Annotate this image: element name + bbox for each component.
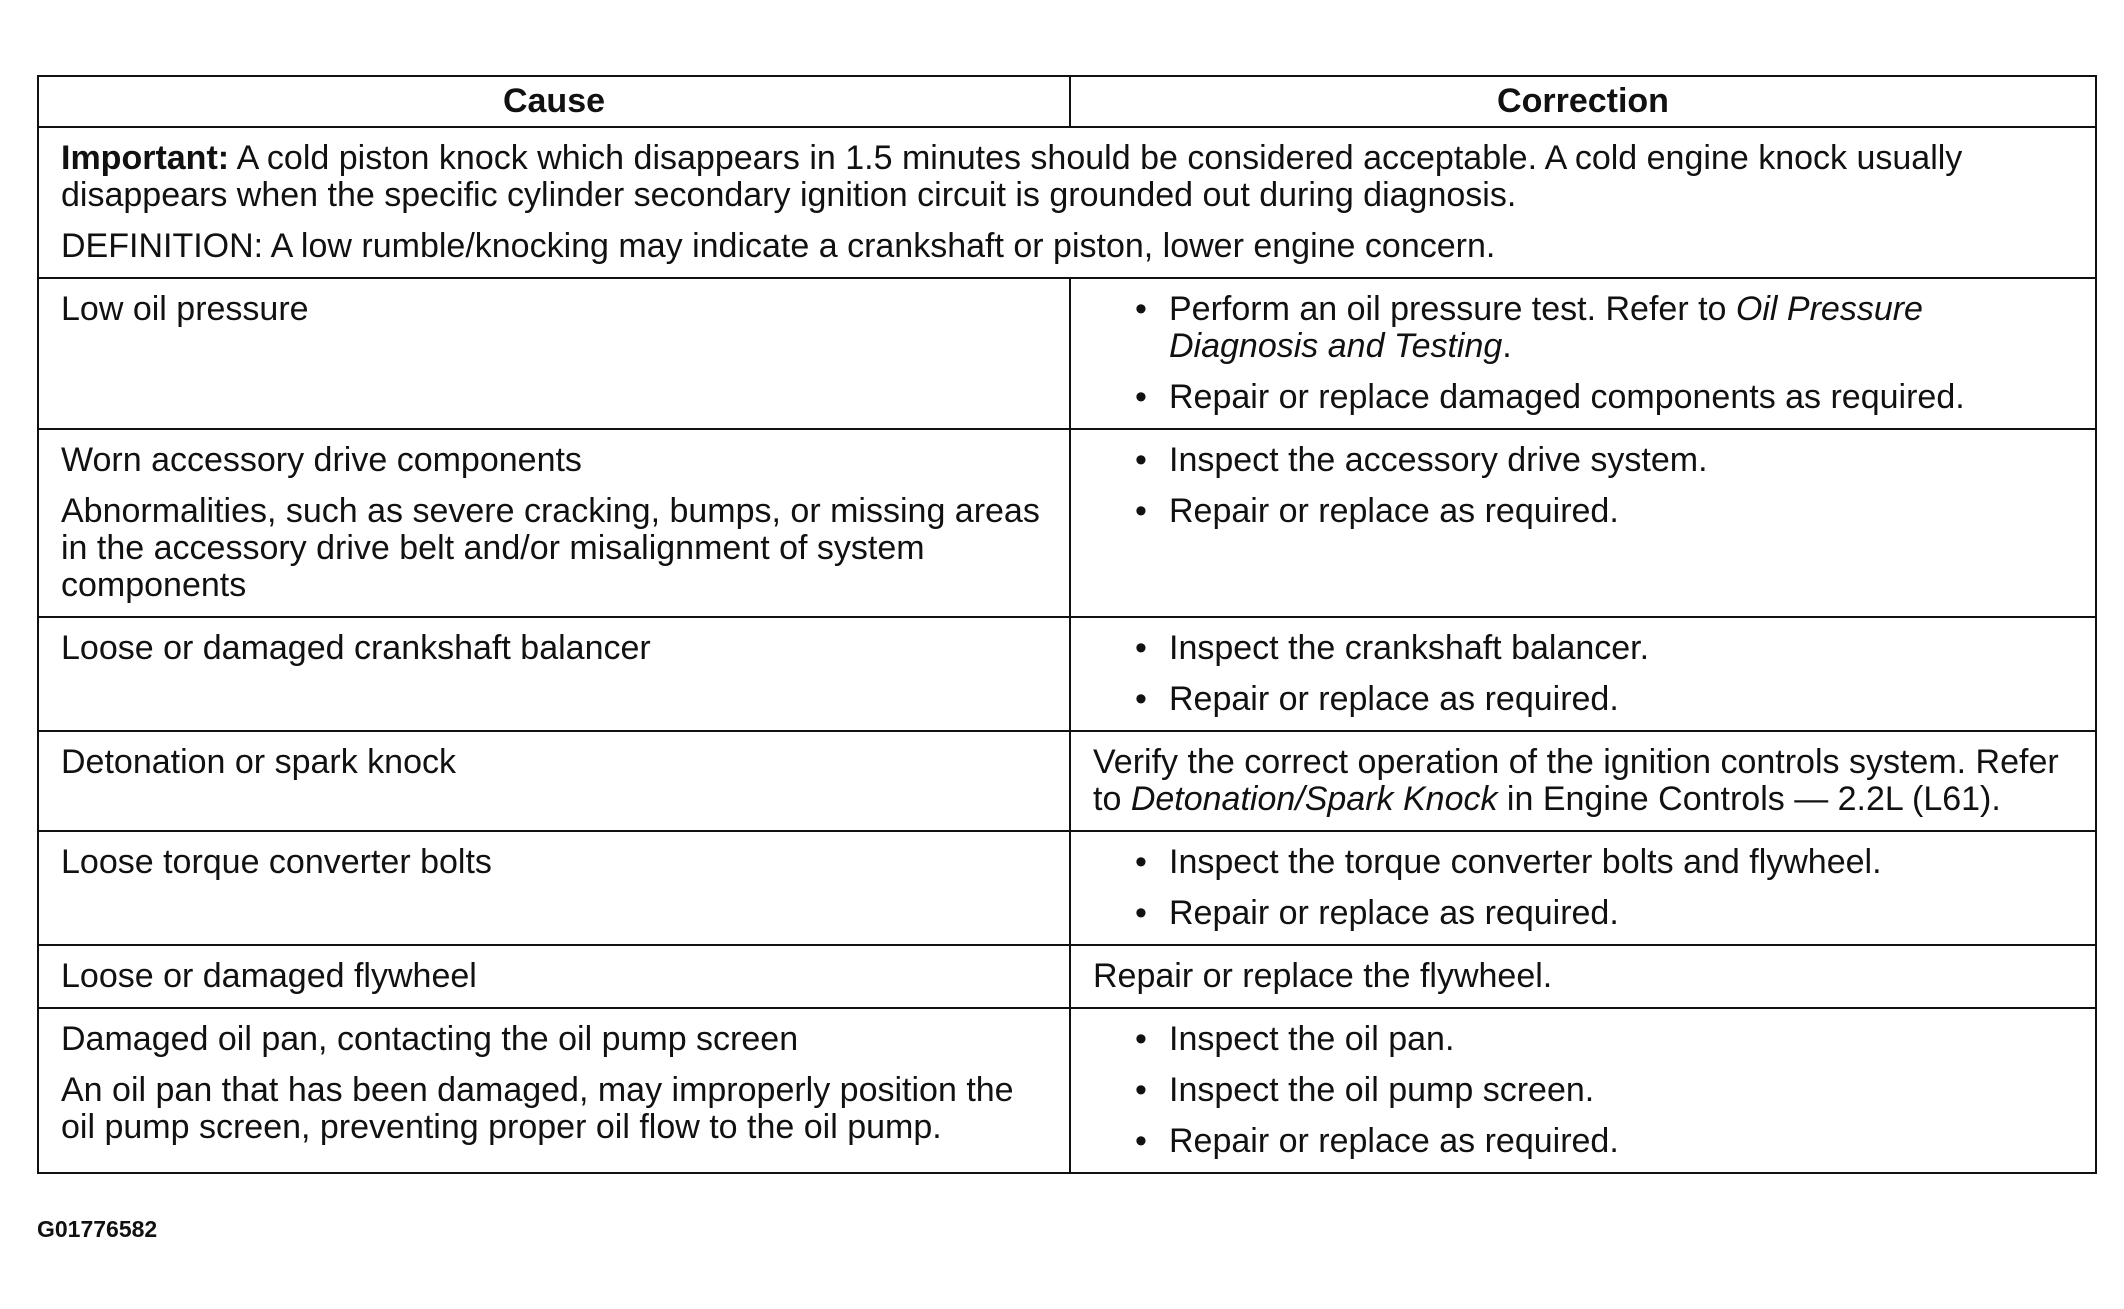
- correction-text: Repair or replace the flywheel.: [1093, 957, 1553, 995]
- table-row: [38, 278, 2096, 429]
- cause-cell: [38, 945, 1070, 1008]
- cause-title: Loose torque converter bolts: [61, 843, 492, 881]
- correction-step: [1135, 681, 2075, 718]
- correction-step: [1135, 442, 2075, 479]
- correction-cell: [1070, 731, 2096, 831]
- cause-title: Worn accessory drive components: [61, 441, 582, 479]
- correction-step: [1135, 493, 2075, 530]
- table-row: [38, 831, 2096, 945]
- correction-text: in Engine Controls — 2.2L (L61).: [1497, 780, 2001, 818]
- cause-cell: [38, 731, 1070, 831]
- cause-cell: [38, 278, 1070, 429]
- correction-cell: [1070, 429, 2096, 617]
- correction-text: Repair or replace as required.: [1169, 492, 1619, 530]
- correction-text: Inspect the oil pan.: [1169, 1020, 1455, 1058]
- correction-text: Repair or replace as required.: [1169, 1122, 1619, 1160]
- correction-text: Inspect the torque converter bolts and flywheel.: [1169, 843, 1882, 881]
- correction-step: [1135, 379, 2075, 416]
- correction-text: .: [1502, 327, 1512, 365]
- column-header-cause: Cause: [38, 76, 1070, 127]
- reference-title: Detonation/Spark Knock: [1130, 780, 1498, 818]
- definition-note: DEFINITION: A low rumble/knocking may indicate a crankshaft or piston, lower engine concern.: [61, 227, 1496, 265]
- correction-cell: [1070, 617, 2096, 731]
- cause-title: Low oil pressure: [61, 290, 309, 328]
- figure-code: G01776582: [37, 1216, 158, 1242]
- table-row: [38, 945, 2096, 1008]
- notes-cell: [38, 127, 2096, 278]
- diagnostic-table: [37, 75, 2097, 1174]
- cause-cell: [38, 1008, 1070, 1173]
- table-body: [38, 127, 2096, 1173]
- important-text: A cold piston knock which disappears in 1.5 minutes should be considered acceptable. A cold engine knock usually disappears when the specific cylinder secondary ignition circuit is grounded out during diagnosis.: [61, 139, 1963, 214]
- cause-title: Detonation or spark knock: [61, 743, 456, 781]
- correction-text: Repair or replace damaged components as required.: [1169, 378, 1965, 416]
- cause-cell: [38, 617, 1070, 731]
- cause-description: Abnormalities, such as severe cracking, bumps, or missing areas in the accessory drive belt and/or misalignment of system components: [61, 492, 1040, 604]
- correction-text: Inspect the oil pump screen.: [1169, 1071, 1595, 1109]
- correction-cell: [1070, 1008, 2096, 1173]
- correction-list: [1093, 291, 2075, 416]
- correction-list: [1093, 1021, 2075, 1160]
- correction-paragraph: [1093, 744, 2075, 818]
- correction-step: [1135, 844, 2075, 881]
- reference-title: Oil Pressure Diagnosis and Testing: [1169, 290, 1923, 365]
- important-note: [61, 140, 2075, 214]
- correction-text: Verify the correct operation of the ignition controls system. Refer to: [1093, 743, 2059, 818]
- correction-text: Repair or replace as required.: [1169, 680, 1619, 718]
- correction-list: [1093, 442, 2075, 530]
- cause-description: An oil pan that has been damaged, may improperly position the oil pump screen, preventing proper oil flow to the oil pump.: [61, 1071, 1014, 1146]
- correction-step: [1135, 895, 2075, 932]
- correction-list: [1093, 844, 2075, 932]
- notes-row: [38, 127, 2096, 278]
- correction-cell: [1070, 831, 2096, 945]
- correction-text: Inspect the accessory drive system.: [1169, 441, 1708, 479]
- correction-text: Inspect the crankshaft balancer.: [1169, 629, 1650, 667]
- cause-cell: [38, 429, 1070, 617]
- correction-step: [1135, 1072, 2075, 1109]
- cause-title: Loose or damaged flywheel: [61, 957, 477, 995]
- important-label: Important:: [61, 139, 230, 177]
- table-row: [38, 617, 2096, 731]
- header-row: [38, 76, 2096, 127]
- cause-cell: [38, 831, 1070, 945]
- correction-list: [1093, 630, 2075, 718]
- correction-text: Repair or replace as required.: [1169, 894, 1619, 932]
- correction-cell: [1070, 278, 2096, 429]
- table-row: [38, 731, 2096, 831]
- correction-paragraph: [1093, 958, 2075, 995]
- table-row: [38, 429, 2096, 617]
- correction-cell: [1070, 945, 2096, 1008]
- column-header-correction: Correction: [1070, 76, 2096, 127]
- correction-step: [1135, 1021, 2075, 1058]
- correction-step: [1135, 630, 2075, 667]
- correction-step: [1135, 1123, 2075, 1160]
- correction-step: [1135, 291, 2075, 365]
- cause-title: Damaged oil pan, contacting the oil pump screen: [61, 1020, 799, 1058]
- table-row: [38, 1008, 2096, 1173]
- correction-text: Perform an oil pressure test. Refer to: [1169, 290, 1736, 328]
- cause-title: Loose or damaged crankshaft balancer: [61, 629, 651, 667]
